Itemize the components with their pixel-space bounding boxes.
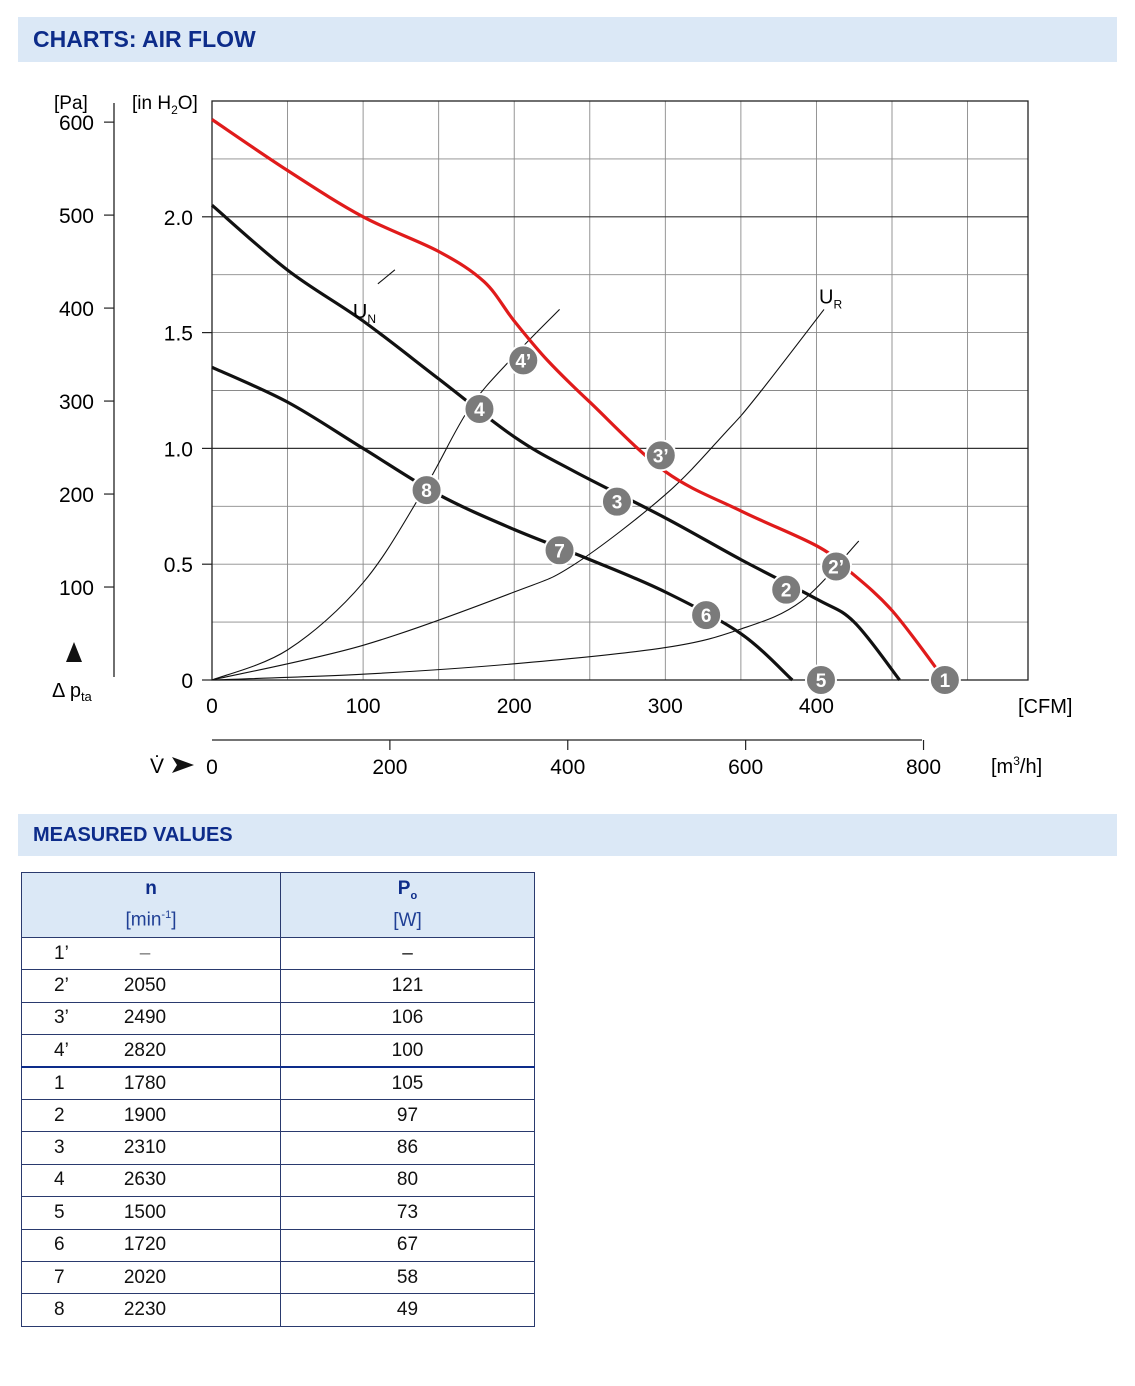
speed-cell: [22, 1197, 281, 1229]
operating-point: [646, 440, 676, 470]
point-id: 7: [54, 1266, 65, 1288]
speed-value: 1500: [123, 1201, 167, 1223]
cfm-tick-label: 400: [798, 695, 834, 718]
speed-cell: [22, 1261, 281, 1293]
speed-cell: [22, 1067, 281, 1099]
operating-point-label: 1: [939, 671, 951, 692]
fan-curves: [212, 120, 945, 681]
col-speed-header: [22, 873, 281, 938]
right-arrow-icon: [172, 757, 194, 773]
operating-point-label: 4’: [515, 351, 532, 373]
speed-cell: [22, 970, 281, 1002]
fan-curve: [212, 367, 792, 680]
operating-point-label: 3: [611, 492, 623, 514]
point-id: 5: [54, 1201, 65, 1223]
flow-symbol: V̇: [150, 755, 165, 778]
operating-point-label: 7: [554, 541, 565, 563]
operating-point-label: 4: [474, 400, 485, 422]
table-row: [22, 1132, 535, 1164]
table-row: [22, 1035, 535, 1067]
fan-curve: [212, 120, 945, 681]
power-value: 121: [281, 970, 535, 1002]
power-value: 67: [281, 1229, 535, 1261]
point-id: 4’: [54, 1039, 69, 1061]
pa-tick-label: 200: [58, 484, 94, 508]
speed-cell: [22, 1229, 281, 1261]
pa-tick-label: 100: [58, 577, 94, 601]
speed-value: 1720: [123, 1234, 167, 1256]
speed-value: 2230: [123, 1298, 167, 1320]
operating-point: [545, 535, 575, 565]
power-value: 49: [281, 1294, 535, 1326]
power-value: 73: [281, 1197, 535, 1229]
power-value: 106: [281, 1002, 535, 1034]
pa-tick-label: 300: [58, 391, 94, 415]
power-value: 97: [281, 1099, 535, 1131]
m3h-tick-label: 400: [550, 756, 586, 779]
pa-tick-label: 400: [58, 298, 94, 322]
table-row: [22, 1099, 535, 1131]
point-id: 1: [54, 1072, 65, 1094]
speed-cell: [22, 1099, 281, 1131]
table-row: [22, 1229, 535, 1261]
speed-cell: [22, 938, 281, 970]
m3h-tick-label: 800: [906, 756, 942, 779]
speed-cell: [22, 1294, 281, 1326]
measured-values-table: [21, 872, 535, 1327]
power-value: 105: [281, 1067, 535, 1099]
speed-value: 2820: [123, 1039, 167, 1061]
inh2o-tick-label: 2.0: [163, 206, 193, 230]
speed-cell: [22, 1164, 281, 1196]
inh2o-tick-label: 0.5: [163, 554, 193, 578]
pressure-symbol: Δ $p_{ta}$: [52, 680, 92, 704]
m3h-axis-unit: $[m^3/h]$: [991, 754, 1043, 778]
point-id: 3: [54, 1137, 65, 1159]
pa-tick-label: 500: [58, 205, 94, 229]
fan-curve-label: $U_N$: [352, 300, 377, 326]
values-section-header: MEASURED VALUES: [18, 814, 1117, 856]
cfm-axis-ticks: [206, 695, 834, 718]
chart-section-header: CHARTS: AIR FLOW: [18, 17, 1117, 62]
table-row: [22, 1067, 535, 1099]
speed-cell: [22, 1035, 281, 1067]
table-row: [22, 970, 535, 1002]
point-id: 6: [54, 1234, 65, 1256]
operating-point: [930, 665, 960, 695]
point-id: 3’: [54, 1007, 69, 1029]
cfm-tick-label: 300: [647, 695, 683, 718]
operating-point: [821, 552, 851, 582]
operating-point: [691, 600, 721, 630]
table-body: [22, 938, 535, 1327]
operating-point-label: 6: [700, 606, 712, 628]
curve-label-leader: [378, 270, 395, 284]
operating-point: [806, 665, 836, 695]
inh2o-axis-ticks: [164, 207, 212, 693]
cfm-tick-label: 100: [345, 695, 381, 718]
system-curve: [212, 309, 560, 680]
speed-value: 2630: [123, 1169, 167, 1191]
pa-axis-unit: [Pa]: [54, 93, 88, 114]
col-speed-unit: $[\min^{-1}]$: [125, 909, 177, 931]
point-id: 2’: [54, 975, 69, 997]
up-arrow-icon: [66, 642, 82, 662]
operating-point-label: 3’: [652, 446, 669, 468]
power-value: –: [281, 938, 535, 970]
m3h-tick-label: 200: [372, 756, 408, 779]
speed-value: 2310: [123, 1137, 167, 1159]
inh2o-tick-label: 1.0: [163, 438, 193, 462]
speed-value: 1780: [123, 1072, 167, 1094]
speed-value: –: [139, 942, 151, 964]
m3h-axis-ticks: [206, 740, 941, 779]
operating-point: [602, 487, 632, 517]
speed-cell: [22, 1132, 281, 1164]
col-power-unit: [W]: [393, 910, 422, 932]
speed-value: 1900: [123, 1104, 167, 1126]
operating-point: [508, 345, 538, 375]
cfm-tick-label: 200: [496, 695, 532, 718]
inh2o-tick-label: 0: [181, 670, 193, 693]
operating-point: [771, 575, 801, 605]
inh2o-tick-label: 1.5: [163, 322, 193, 346]
operating-point-label: 5: [815, 671, 827, 692]
operating-point: [464, 394, 494, 424]
col-power-symbol: $P_o$: [397, 877, 418, 902]
speed-value: 2020: [123, 1266, 167, 1288]
cfm-tick-label: 0: [206, 695, 218, 718]
point-id: 2: [54, 1104, 65, 1126]
table-row: [22, 938, 535, 970]
power-value: 80: [281, 1164, 535, 1196]
system-curve-label: $U_R$: [819, 286, 843, 312]
speed-value: 2050: [123, 975, 167, 997]
table-row: [22, 1294, 535, 1326]
table-row: [22, 1164, 535, 1196]
table-row: [22, 1261, 535, 1293]
m3h-tick-label: 600: [728, 756, 764, 779]
pa-axis-ticks: [59, 112, 114, 600]
speed-value: 2490: [123, 1007, 167, 1029]
chart-grid: [212, 101, 1028, 680]
point-id: 8: [54, 1298, 65, 1320]
point-id: 4: [54, 1169, 65, 1191]
table-row: [22, 1002, 535, 1034]
table-row: [22, 1197, 535, 1229]
pa-tick-label: 600: [58, 112, 94, 136]
operating-point-label: 8: [421, 481, 432, 503]
m3h-tick-label: 0: [206, 756, 218, 779]
col-power-header: [281, 873, 535, 938]
power-value: 100: [281, 1035, 535, 1067]
inh2o-axis-unit: [in $H_2O$]: [132, 93, 198, 117]
col-speed-symbol: n: [145, 878, 157, 900]
cfm-axis-unit: [CFM]: [1018, 696, 1073, 718]
power-value: 86: [281, 1132, 535, 1164]
operating-point-label: 2: [780, 580, 792, 602]
operating-point: [412, 475, 442, 505]
power-value: 58: [281, 1261, 535, 1293]
speed-cell: [22, 1002, 281, 1034]
fan-curve: [212, 205, 900, 680]
operating-point-label: 2’: [828, 557, 845, 579]
point-id: 1’: [54, 942, 69, 964]
